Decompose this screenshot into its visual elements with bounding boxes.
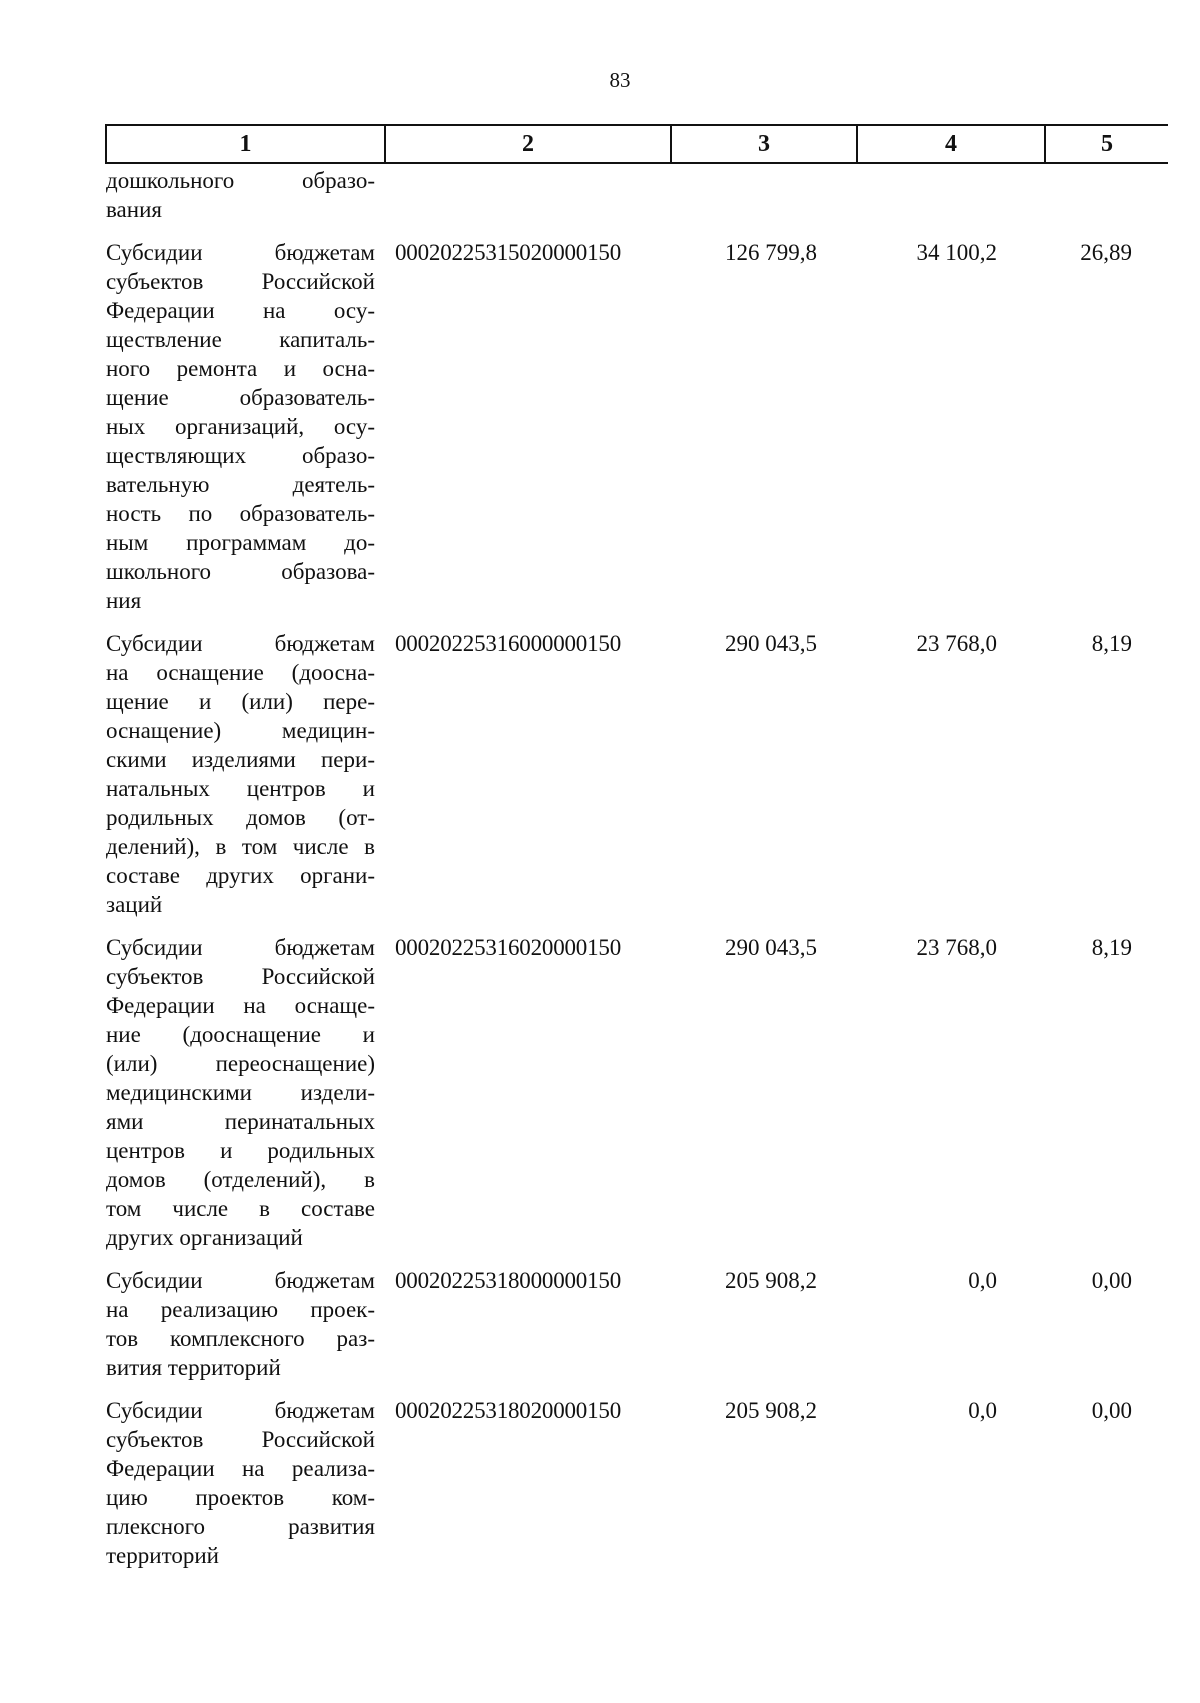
cell-execution-percent: 26,89: [1080, 240, 1132, 265]
cell-budget-code: 00020225316000000150: [395, 631, 622, 656]
table-row: [106, 1382, 1168, 1570]
table-row: [106, 163, 1168, 224]
description-line: Субсидии бюджетам: [106, 240, 375, 265]
description-line: ществляющих образо-: [106, 443, 375, 468]
cell-execution-percent: 0,00: [1091, 1268, 1132, 1293]
description-line: медицинскими издели-: [106, 1080, 375, 1105]
description-line: Федерации на реализа-: [106, 1456, 375, 1481]
description-line: дошкольного образо-: [106, 168, 375, 193]
description-line: ного ремонта и осна-: [106, 356, 375, 381]
description-line: территорий: [106, 1543, 219, 1568]
description-line: натальных центров и: [106, 776, 375, 801]
description-line: щение и (или) пере-: [106, 689, 375, 714]
description-line: вития территорий: [106, 1355, 281, 1380]
description-line: ность по образователь-: [106, 501, 375, 526]
description-line: плексного развития: [106, 1514, 375, 1539]
cell-budget-code: 00020225315020000150: [395, 240, 622, 265]
cell-budget-code: 00020225316020000150: [395, 935, 622, 960]
column-header-5: 5: [1045, 125, 1168, 163]
budget-table-container: [105, 124, 1167, 1570]
cell-executed-amount: 23 768,0: [916, 935, 997, 960]
description-line: ния: [106, 588, 142, 613]
cell-plan-amount: 205 908,2: [725, 1398, 817, 1423]
description-line: том числе в составе: [106, 1196, 375, 1221]
cell-plan-amount: 205 908,2: [725, 1268, 817, 1293]
description-line: Федерации на осу-: [106, 298, 375, 323]
cell-description: [106, 163, 385, 224]
cell-description: [106, 1382, 385, 1570]
description-line: тов комплексного раз-: [106, 1326, 375, 1351]
cell-executed-amount: 0,0: [968, 1268, 997, 1293]
description-line: других организаций: [106, 1225, 303, 1250]
column-header-1: 1: [106, 125, 385, 163]
table-header-row: [106, 125, 1168, 163]
table-row: [106, 919, 1168, 1252]
description-line: центров и родильных: [106, 1138, 375, 1163]
column-header-4: 4: [857, 125, 1045, 163]
description-line: субъектов Российской: [106, 964, 375, 989]
cell-plan-amount: [671, 163, 857, 224]
cell-execution-percent: 8,19: [1091, 935, 1132, 960]
description-line: на оснащение (доосна-: [106, 660, 375, 685]
description-line: родильных домов (от-: [106, 805, 375, 830]
column-header-2: 2: [385, 125, 671, 163]
cell-description: [106, 224, 385, 615]
description-line: цию проектов ком-: [106, 1485, 375, 1510]
description-line: ных организаций, осу-: [106, 414, 375, 439]
description-line: субъектов Российской: [106, 269, 375, 294]
table-row: [106, 615, 1168, 919]
description-line: ние (дооснащение и: [106, 1022, 375, 1047]
cell-description: [106, 1252, 385, 1382]
description-line: вательную деятель-: [106, 472, 375, 497]
table-row: [106, 224, 1168, 615]
table-row: [106, 1252, 1168, 1382]
description-line: Субсидии бюджетам: [106, 631, 375, 656]
description-line: Федерации на оснаще-: [106, 993, 375, 1018]
description-line: ным программам до-: [106, 530, 375, 555]
cell-executed-amount: 23 768,0: [916, 631, 997, 656]
description-line: скими изделиями пери-: [106, 747, 375, 772]
description-line: составе других органи-: [106, 863, 375, 888]
cell-description: [106, 919, 385, 1252]
description-line: заций: [106, 892, 163, 917]
description-line: ществление капиталь-: [106, 327, 375, 352]
description-line: Субсидии бюджетам: [106, 1268, 375, 1293]
description-line: Субсидии бюджетам: [106, 1398, 375, 1423]
budget-table: [105, 124, 1168, 1570]
cell-execution-percent: 8,19: [1091, 631, 1132, 656]
cell-plan-amount: 290 043,5: [725, 935, 817, 960]
cell-plan-amount: 290 043,5: [725, 631, 817, 656]
description-line: на реализацию проек-: [106, 1297, 375, 1322]
description-line: домов (отделений), в: [106, 1167, 375, 1192]
description-line: вания: [106, 197, 162, 222]
description-line: оснащение) медицин-: [106, 718, 375, 743]
description-line: щение образователь-: [106, 385, 375, 410]
cell-budget-code: 00020225318020000150: [395, 1398, 622, 1423]
cell-plan-amount: 126 799,8: [725, 240, 817, 265]
cell-budget-code: 00020225318000000150: [395, 1268, 622, 1293]
cell-executed-amount: [857, 163, 1045, 224]
description-line: ями перинатальных: [106, 1109, 375, 1134]
description-line: субъектов Российской: [106, 1427, 375, 1452]
description-line: делений), в том числе в: [106, 834, 375, 859]
cell-execution-percent: 0,00: [1091, 1398, 1132, 1423]
cell-executed-amount: 0,0: [968, 1398, 997, 1423]
description-line: школьного образова-: [106, 559, 375, 584]
description-line: Субсидии бюджетам: [106, 935, 375, 960]
cell-budget-code: [385, 163, 671, 224]
cell-execution-percent: [1045, 163, 1168, 224]
table-body: [106, 163, 1168, 1570]
column-header-3: 3: [671, 125, 857, 163]
cell-description: [106, 615, 385, 919]
page-number: 83: [609, 68, 631, 92]
description-line: (или) переоснащение): [106, 1051, 375, 1076]
cell-executed-amount: 34 100,2: [916, 240, 997, 265]
